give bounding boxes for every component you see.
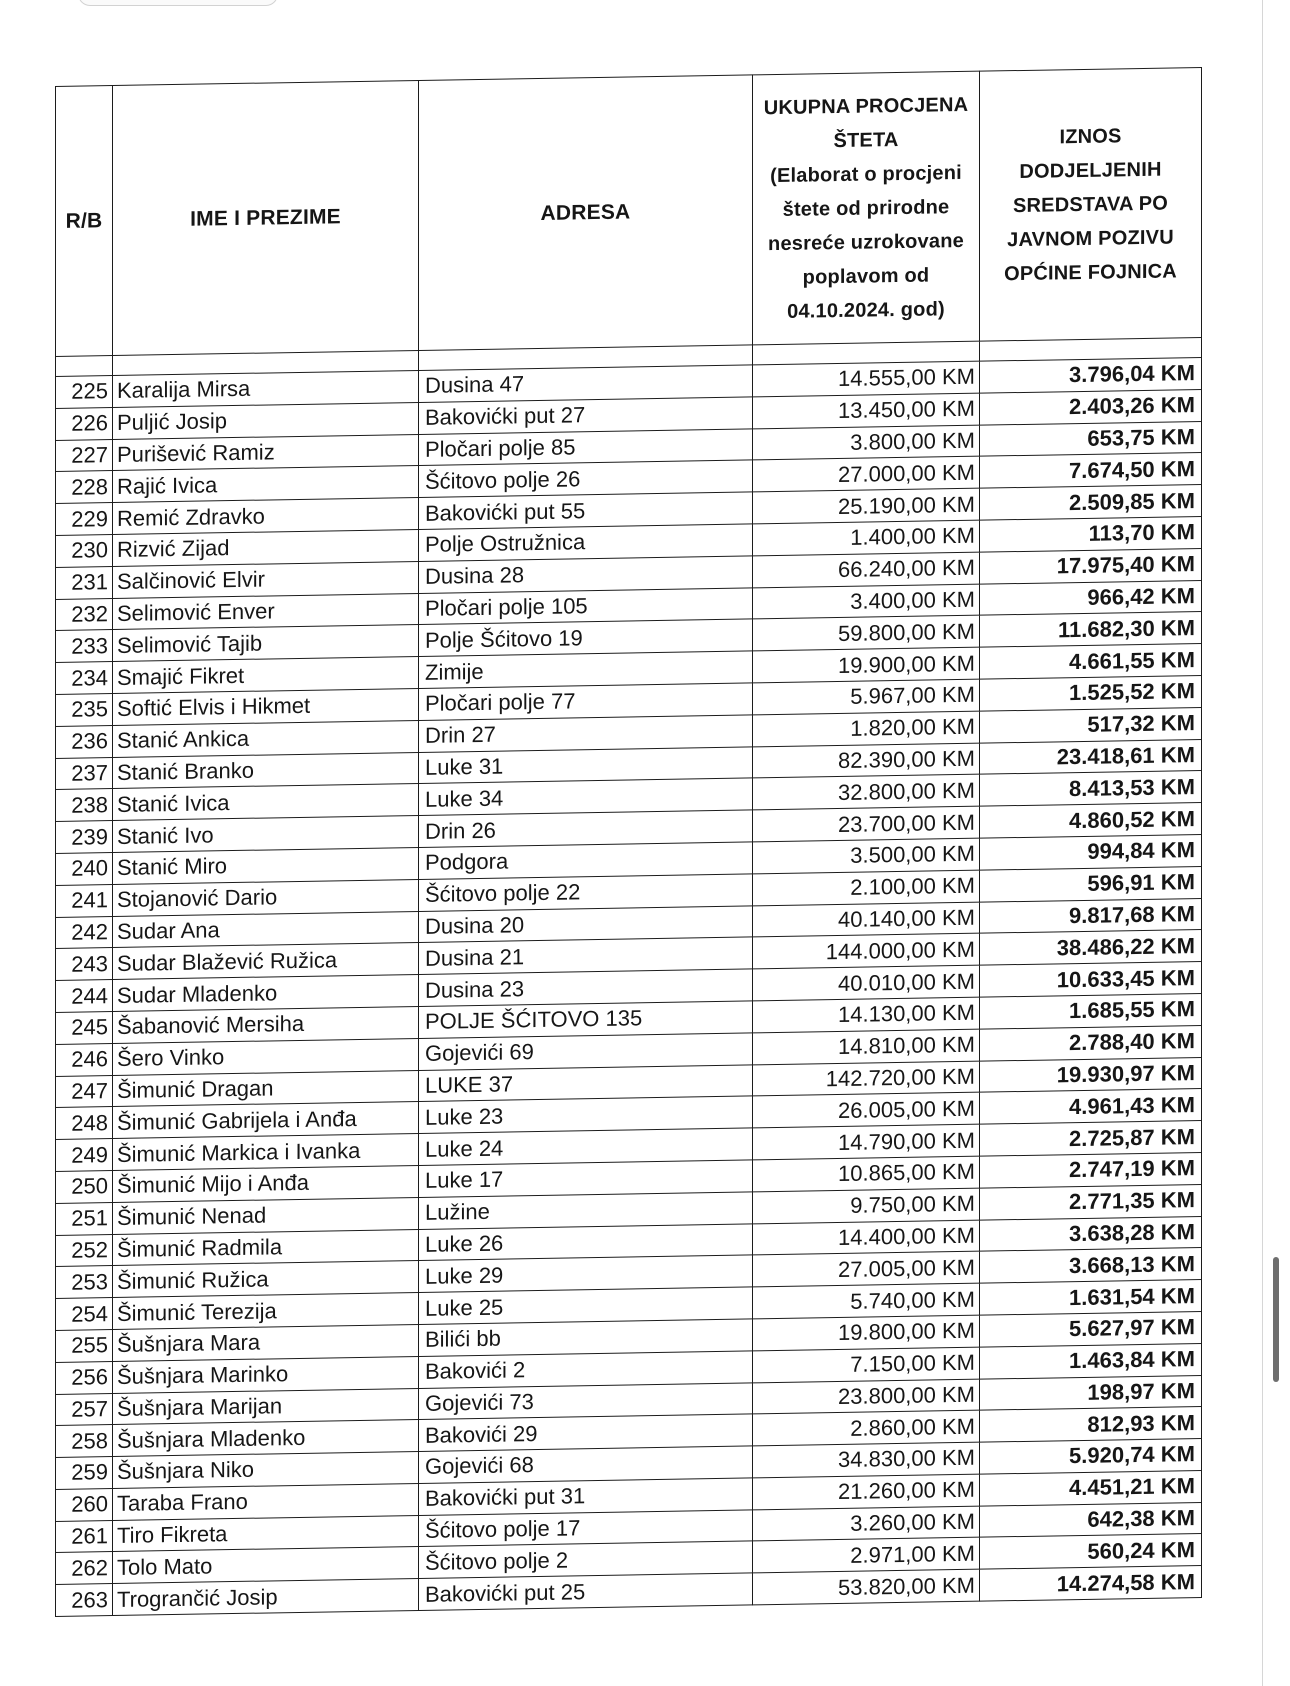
allocated-cell: 812,93 KM — [980, 1407, 1202, 1442]
address-cell: Dusina 20 — [419, 905, 753, 942]
estimate-cell: 2.100,00 KM — [753, 870, 980, 906]
estimate-cell: 40.140,00 KM — [753, 902, 980, 938]
address-cell: Luke 26 — [419, 1223, 753, 1260]
address-cell: Šćitovo polje 22 — [419, 874, 753, 911]
estimate-cell: 23.800,00 KM — [753, 1379, 980, 1415]
estimate-cell: 10.865,00 KM — [753, 1156, 980, 1192]
allocated-cell: 198,97 KM — [980, 1375, 1202, 1410]
row-number: 257 — [56, 1393, 113, 1426]
address-cell: Bilići bb — [419, 1319, 753, 1356]
address-cell: Šćitovo polje 26 — [419, 460, 753, 497]
allocated-cell: 3.638,28 KM — [980, 1216, 1202, 1251]
estimate-cell: 3.260,00 KM — [753, 1506, 980, 1542]
row-number: 228 — [56, 471, 113, 504]
estimate-cell: 25.190,00 KM — [753, 488, 980, 524]
name-cell: Rizvić Zijad — [113, 529, 419, 566]
header-estimate-line: ŠTETA — [833, 128, 899, 152]
estimate-cell: 2.860,00 KM — [753, 1410, 980, 1446]
table-body — [56, 337, 1202, 1616]
address-cell: Šćitovo polje 17 — [419, 1510, 753, 1547]
row-number: 263 — [56, 1584, 113, 1617]
header-allocated-line: JAVNOM POZIVU — [1007, 225, 1174, 251]
estimate-cell: 66.240,00 KM — [753, 552, 980, 588]
allocated-cell: 4.451,21 KM — [980, 1470, 1202, 1505]
header-allocated-line: SREDSTAVA PO — [1012, 192, 1168, 217]
row-number: 239 — [56, 821, 113, 854]
row-number: 260 — [56, 1488, 113, 1521]
address-cell: Luke 34 — [419, 778, 753, 815]
address-cell: LUKE 37 — [419, 1064, 753, 1101]
address-cell: POLJE ŠĆITOVO 135 — [419, 1001, 753, 1038]
name-cell: Šabanović Mersiha — [113, 1006, 419, 1043]
allocated-cell: 19.930,97 KM — [980, 1057, 1202, 1092]
allocated-cell: 1.685,55 KM — [980, 993, 1202, 1028]
allocated-cell: 14.274,58 KM — [980, 1566, 1202, 1601]
row-number: 252 — [56, 1234, 113, 1267]
header-address: ADRESA — [419, 75, 753, 351]
name-cell: Softić Elvis i Hikmet — [113, 688, 419, 725]
header-name: IME I PREZIME — [113, 80, 419, 355]
row-number: 230 — [56, 535, 113, 568]
address-cell: Podgora — [419, 842, 753, 879]
address-cell: Polje Ostružnica — [419, 524, 753, 561]
estimate-cell: 14.555,00 KM — [753, 361, 980, 397]
estimate-cell: 142.720,00 KM — [753, 1061, 980, 1097]
allocated-cell: 4.661,55 KM — [980, 644, 1202, 679]
address-cell: Luke 24 — [419, 1128, 753, 1165]
name-cell: Šušnjara Niko — [113, 1452, 419, 1489]
address-cell: Bakovićki put 55 — [419, 492, 753, 529]
table-header-row — [56, 67, 1202, 356]
allocated-cell: 2.788,40 KM — [980, 1025, 1202, 1060]
address-cell: Gojevići 69 — [419, 1033, 753, 1070]
row-number: 243 — [56, 948, 113, 981]
row-number: 235 — [56, 694, 113, 727]
address-cell: Pločari polje 105 — [419, 588, 753, 625]
address-cell: Šćitovo polje 2 — [419, 1541, 753, 1578]
estimate-cell: 14.130,00 KM — [753, 997, 980, 1033]
row-number: 262 — [56, 1552, 113, 1585]
row-number: 256 — [56, 1361, 113, 1394]
address-cell: Bakovićki put 27 — [419, 397, 753, 434]
name-cell: Remić Zdravko — [113, 498, 419, 535]
page-edge — [1262, 0, 1263, 1686]
estimate-cell: 3.800,00 KM — [753, 425, 980, 461]
estimate-cell: 27.000,00 KM — [753, 457, 980, 493]
row-number: 226 — [56, 407, 113, 440]
address-cell: Drin 26 — [419, 810, 753, 847]
estimate-cell: 82.390,00 KM — [753, 743, 980, 779]
address-cell: Luke 25 — [419, 1287, 753, 1324]
row-number: 225 — [56, 376, 113, 409]
allocated-cell: 5.627,97 KM — [980, 1311, 1202, 1346]
row-number: 234 — [56, 662, 113, 695]
header-estimate-line: 04.10.2024. god) — [787, 297, 945, 323]
name-cell: Tolo Mato — [113, 1547, 419, 1584]
name-cell: Tiro Fikreta — [113, 1515, 419, 1552]
address-cell: Dusina 28 — [419, 556, 753, 593]
allocated-cell: 2.747,19 KM — [980, 1152, 1202, 1187]
name-cell: Šimunić Mijo i Anđa — [113, 1165, 419, 1202]
address-cell: Pločari polje 85 — [419, 429, 753, 466]
name-cell: Šimunić Markica i Ivanka — [113, 1134, 419, 1171]
name-cell: Šušnjara Mara — [113, 1324, 419, 1361]
row-number: 242 — [56, 916, 113, 949]
header-allocated — [980, 67, 1202, 341]
row-number: 251 — [56, 1202, 113, 1235]
row-number: 244 — [56, 980, 113, 1013]
allocated-cell: 653,75 KM — [980, 421, 1202, 456]
row-number: 241 — [56, 884, 113, 917]
address-cell: Bakovići 2 — [419, 1351, 753, 1388]
estimate-cell: 3.500,00 KM — [753, 838, 980, 874]
row-number: 255 — [56, 1329, 113, 1362]
name-cell: Šero Vinko — [113, 1038, 419, 1075]
allocated-cell: 2.509,85 KM — [980, 485, 1202, 520]
name-cell: Karalija Mirsa — [113, 370, 419, 407]
name-cell: Puljić Josip — [113, 402, 419, 439]
name-cell: Trogrančić Josip — [113, 1579, 419, 1616]
row-number: 246 — [56, 1043, 113, 1076]
row-number: 258 — [56, 1425, 113, 1458]
browser-tab-edge — [78, 0, 278, 6]
row-number: 261 — [56, 1520, 113, 1553]
row-number: 248 — [56, 1107, 113, 1140]
estimate-cell: 59.800,00 KM — [753, 616, 980, 652]
name-cell: Sudar Mladenko — [113, 975, 419, 1012]
estimate-cell: 7.150,00 KM — [753, 1347, 980, 1383]
address-cell: Polje Šćitovo 19 — [419, 619, 753, 656]
estimate-cell: 144.000,00 KM — [753, 934, 980, 970]
address-cell: Zimije — [419, 651, 753, 688]
allocated-cell: 2.403,26 KM — [980, 389, 1202, 424]
allocated-cell: 38.486,22 KM — [980, 930, 1202, 965]
row-number: 236 — [56, 725, 113, 758]
allocated-cell: 8.413,53 KM — [980, 771, 1202, 806]
allocated-cell: 3.796,04 KM — [980, 357, 1202, 392]
row-number: 237 — [56, 757, 113, 790]
name-cell: Salčinović Elvir — [113, 561, 419, 598]
estimate-cell: 26.005,00 KM — [753, 1092, 980, 1128]
name-cell: Smajić Fikret — [113, 657, 419, 694]
allocated-cell: 23.418,61 KM — [980, 739, 1202, 774]
row-number: 227 — [56, 439, 113, 472]
row-number: 249 — [56, 1139, 113, 1172]
name-cell: Selimović Enver — [113, 593, 419, 630]
row-number: 259 — [56, 1457, 113, 1490]
name-cell: Purišević Ramiz — [113, 434, 419, 471]
row-number: 229 — [56, 503, 113, 536]
allocated-cell: 1.631,54 KM — [980, 1280, 1202, 1315]
name-cell: Šimunić Terezija — [113, 1293, 419, 1330]
row-number: 240 — [56, 852, 113, 885]
address-cell: Gojevići 73 — [419, 1382, 753, 1419]
name-cell: Šimunić Gabrijela i Anđa — [113, 1102, 419, 1139]
estimate-cell: 3.400,00 KM — [753, 584, 980, 620]
row-number: 231 — [56, 566, 113, 599]
estimate-cell: 53.820,00 KM — [753, 1569, 980, 1605]
estimate-cell: 5.967,00 KM — [753, 679, 980, 715]
allocated-cell: 1.463,84 KM — [980, 1343, 1202, 1378]
name-cell: Šimunić Radmila — [113, 1229, 419, 1266]
estimate-cell: 40.010,00 KM — [753, 965, 980, 1001]
header-estimate-line: nesreće uzrokovane — [768, 229, 964, 255]
allocated-cell: 3.668,13 KM — [980, 1248, 1202, 1283]
address-cell: Luke 31 — [419, 746, 753, 783]
address-cell: Bakovićki put 25 — [419, 1573, 753, 1610]
address-cell: Dusina 23 — [419, 969, 753, 1006]
name-cell: Šimunić Nenad — [113, 1197, 419, 1234]
estimate-cell: 5.740,00 KM — [753, 1283, 980, 1319]
estimate-cell: 13.450,00 KM — [753, 393, 980, 429]
estimate-cell: 14.810,00 KM — [753, 1029, 980, 1065]
name-cell: Stanić Ankica — [113, 720, 419, 757]
name-cell: Stanić Branko — [113, 752, 419, 789]
allocated-cell: 596,91 KM — [980, 866, 1202, 901]
address-cell: Bakovićki put 31 — [419, 1478, 753, 1515]
estimate-cell: 14.790,00 KM — [753, 1124, 980, 1160]
name-cell: Sudar Blažević Ružica — [113, 943, 419, 980]
name-cell: Šušnjara Mladenko — [113, 1420, 419, 1457]
allocated-cell: 517,32 KM — [980, 707, 1202, 742]
allocated-cell: 7.674,50 KM — [980, 453, 1202, 488]
address-cell: Luke 29 — [419, 1255, 753, 1292]
header-estimate-line: UKUPNA PROCJENA — [763, 93, 969, 119]
document-page — [55, 67, 1202, 1617]
allocated-cell: 113,70 KM — [980, 516, 1202, 551]
name-cell: Šimunić Dragan — [113, 1070, 419, 1107]
allocated-cell: 4.961,43 KM — [980, 1089, 1202, 1124]
address-cell: Dusina 47 — [419, 365, 753, 402]
allocation-table — [55, 67, 1202, 1617]
allocated-cell: 10.633,45 KM — [980, 962, 1202, 997]
address-cell: Luke 17 — [419, 1160, 753, 1197]
allocated-cell: 9.817,68 KM — [980, 898, 1202, 933]
estimate-cell: 19.900,00 KM — [753, 647, 980, 683]
header-estimate — [753, 71, 980, 345]
row-number: 233 — [56, 630, 113, 663]
name-cell: Stojanović Dario — [113, 879, 419, 916]
name-cell: Taraba Frano — [113, 1483, 419, 1520]
row-number: 238 — [56, 789, 113, 822]
scrollbar-thumb[interactable] — [1273, 1257, 1279, 1382]
row-number: 247 — [56, 1075, 113, 1108]
header-estimate-line: (Elaborat o procjeni — [770, 161, 962, 187]
address-cell: Bakovići 29 — [419, 1414, 753, 1451]
address-cell: Lužine — [419, 1192, 753, 1229]
header-rb: R/B — [56, 86, 113, 357]
header-estimate-line: poplavom od — [802, 264, 930, 289]
row-number: 250 — [56, 1170, 113, 1203]
name-cell: Stanić Ivo — [113, 816, 419, 853]
name-cell: Šušnjara Marinko — [113, 1356, 419, 1393]
estimate-cell: 9.750,00 KM — [753, 1188, 980, 1224]
name-cell: Stanić Ivica — [113, 784, 419, 821]
estimate-cell: 34.830,00 KM — [753, 1442, 980, 1478]
allocated-cell: 17.975,40 KM — [980, 548, 1202, 583]
row-number: 253 — [56, 1266, 113, 1299]
address-cell: Luke 23 — [419, 1096, 753, 1133]
estimate-cell: 21.260,00 KM — [753, 1474, 980, 1510]
estimate-cell: 1.400,00 KM — [753, 520, 980, 556]
estimate-cell: 19.800,00 KM — [753, 1315, 980, 1351]
estimate-cell: 27.005,00 KM — [753, 1251, 980, 1287]
name-cell: Rajić Ivica — [113, 466, 419, 503]
header-allocated-line: IZNOS DODJELJENIH — [1019, 124, 1162, 183]
estimate-cell: 32.800,00 KM — [753, 775, 980, 811]
allocated-cell: 642,38 KM — [980, 1502, 1202, 1537]
header-allocated-line: OPĆINE FOJNICA — [1004, 259, 1177, 285]
address-cell: Dusina 21 — [419, 937, 753, 974]
estimate-cell: 23.700,00 KM — [753, 806, 980, 842]
address-cell: Pločari polje 77 — [419, 683, 753, 720]
allocated-cell: 1.525,52 KM — [980, 675, 1202, 710]
allocated-cell: 2.725,87 KM — [980, 1121, 1202, 1156]
name-cell: Šimunić Ružica — [113, 1261, 419, 1298]
row-number: 232 — [56, 598, 113, 631]
estimate-cell: 1.820,00 KM — [753, 711, 980, 747]
name-cell: Stanić Miro — [113, 847, 419, 884]
address-cell: Drin 27 — [419, 715, 753, 752]
estimate-cell: 14.400,00 KM — [753, 1220, 980, 1256]
allocated-cell: 4.860,52 KM — [980, 803, 1202, 838]
header-estimate-line: štete od prirodne — [782, 195, 950, 221]
address-cell: Gojevići 68 — [419, 1446, 753, 1483]
name-cell: Selimović Tajib — [113, 625, 419, 662]
allocated-cell: 5.920,74 KM — [980, 1439, 1202, 1474]
row-number: 245 — [56, 1011, 113, 1044]
estimate-cell: 2.971,00 KM — [753, 1538, 980, 1574]
allocated-cell: 560,24 KM — [980, 1534, 1202, 1569]
allocated-cell: 966,42 KM — [980, 580, 1202, 615]
name-cell: Šušnjara Marijan — [113, 1388, 419, 1425]
allocated-cell: 11.682,30 KM — [980, 612, 1202, 647]
allocated-cell: 2.771,35 KM — [980, 1184, 1202, 1219]
allocated-cell: 994,84 KM — [980, 834, 1202, 869]
name-cell: Sudar Ana — [113, 911, 419, 948]
row-number: 254 — [56, 1298, 113, 1331]
